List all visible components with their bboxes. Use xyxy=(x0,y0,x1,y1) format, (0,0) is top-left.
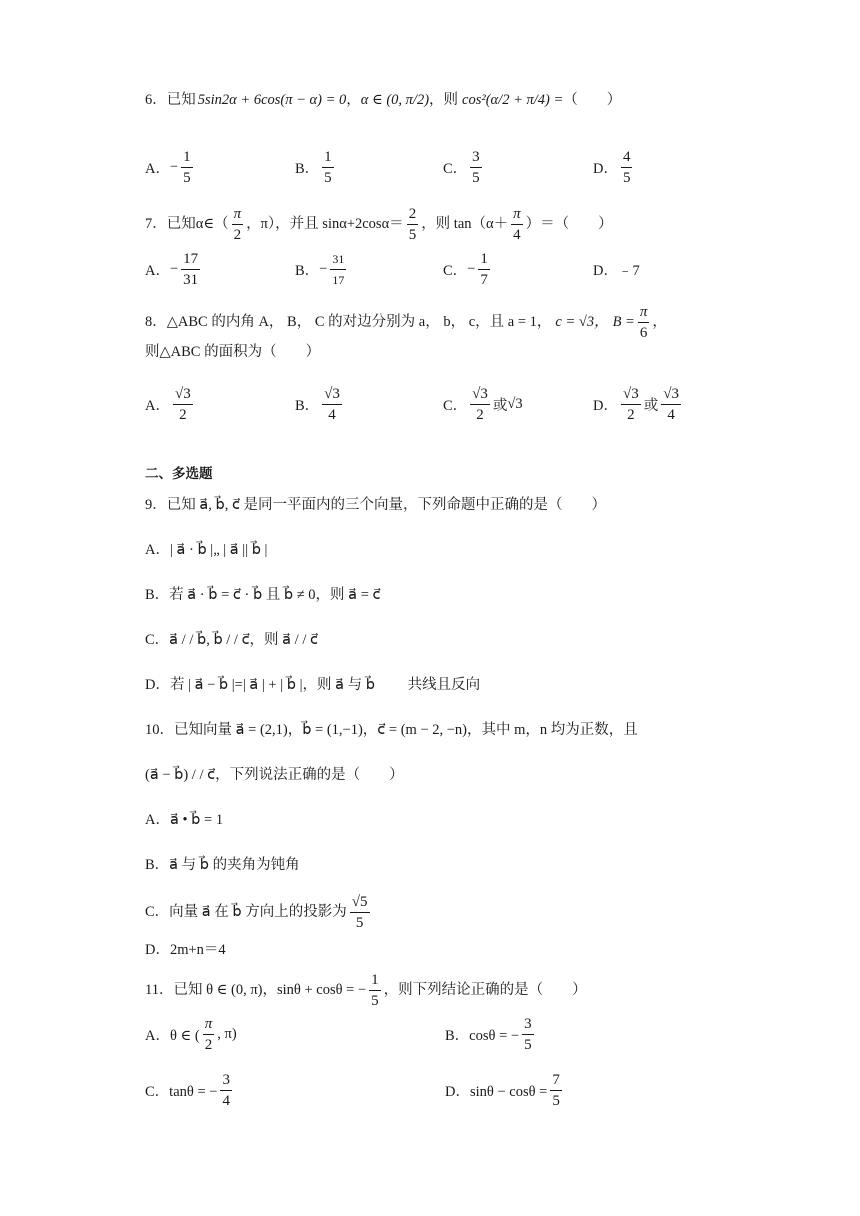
q6-comma2: ， xyxy=(429,92,444,108)
q8-comma: ， xyxy=(652,314,667,330)
q7-option-c[interactable] xyxy=(443,245,493,293)
option-label: A． xyxy=(145,160,170,177)
fraction-numerator: √3 xyxy=(661,385,681,405)
fraction-numerator: √3 xyxy=(322,385,342,405)
q6-expr1: 5sin2α + 6cos(π − α) = 0 xyxy=(197,92,347,108)
fraction-numerator: 1 xyxy=(478,250,490,270)
question-6 xyxy=(145,78,621,122)
fraction-numerator: 1 xyxy=(322,148,334,168)
q6-cond: α ∈ (0, π/2) xyxy=(360,92,430,108)
q8-fraction-pi-6 xyxy=(638,303,650,342)
q6-comma: ， xyxy=(346,92,361,108)
q6-option-a[interactable] xyxy=(145,143,196,191)
q11-fraction xyxy=(369,971,381,1010)
option-label: C． xyxy=(443,160,468,177)
q7-option-a[interactable] xyxy=(145,245,203,293)
section-heading-multiple-choice: 二、多选题 xyxy=(145,466,213,481)
q9-option-b[interactable]: B．若 a⃗ · b⃗ = c⃗ · b⃗ 且 b⃗ ≠ 0，则 a⃗ = c⃗ xyxy=(145,587,381,603)
fraction-denominator: 7 xyxy=(480,271,488,288)
option-text: C．tanθ = − xyxy=(145,1083,218,1100)
option-fraction xyxy=(621,385,641,424)
fraction-numerator: √3 xyxy=(173,385,193,405)
fraction-numerator: √3 xyxy=(470,385,490,405)
option-text-2: , π) xyxy=(217,1025,237,1042)
option-fraction-2 xyxy=(661,385,681,424)
q6-option-b[interactable] xyxy=(295,143,337,191)
fraction-numerator: π xyxy=(203,1015,215,1035)
fraction-numerator: π xyxy=(638,303,650,323)
fraction-numerator: π xyxy=(511,205,523,225)
option-fraction xyxy=(181,148,193,187)
fraction-denominator: 5 xyxy=(183,169,191,186)
fraction-numerator: 1 xyxy=(369,971,381,991)
fraction-denominator: 4 xyxy=(222,1092,230,1109)
q6-pre: 已知 xyxy=(166,92,196,108)
fraction-denominator: 4 xyxy=(328,406,336,423)
fraction-numerator: 17 xyxy=(181,250,200,270)
option-label: A． xyxy=(145,262,170,279)
option-fraction xyxy=(621,148,633,187)
option-text: ﹣7 xyxy=(617,262,640,279)
option-fraction xyxy=(173,385,193,424)
option-text: D．sinθ − cosθ = xyxy=(445,1083,548,1100)
q7-option-b[interactable] xyxy=(295,245,349,293)
option-fraction xyxy=(478,250,490,289)
q8-line1a: △ABC 的内角 A， B， C 的对边分别为 a， b， c，且 a = 1， xyxy=(166,314,552,330)
q10-option-a[interactable]: A．a⃗ • b⃗ = 1 xyxy=(145,812,224,828)
fraction-numerator: 4 xyxy=(621,148,633,168)
option-label: B． xyxy=(295,160,320,177)
q8-line1c: B = xyxy=(612,314,635,330)
option-label: D． xyxy=(593,397,618,414)
q6-then: 则 xyxy=(443,92,459,108)
fraction-denominator: 4 xyxy=(667,406,675,423)
q11-stem-b: ，则下列结论正确的是（ ） xyxy=(383,982,587,998)
option-label: A． xyxy=(145,397,170,414)
q10-option-b[interactable]: B．a⃗ 与 b⃗ 的夹角为钝角 xyxy=(145,857,300,873)
option-sign: − xyxy=(319,260,328,277)
question-8-line2: 则△ABC 的面积为（ ） xyxy=(145,344,321,360)
fraction-denominator: 4 xyxy=(513,226,521,243)
q11-option-a[interactable] xyxy=(145,1010,237,1058)
option-label: C． xyxy=(443,397,468,414)
option-text: A．θ ∈ ( xyxy=(145,1027,200,1044)
fraction-denominator: 2 xyxy=(179,406,187,423)
option-fraction xyxy=(203,1015,215,1054)
q6-number: 6． xyxy=(145,92,167,108)
q10-option-d[interactable]: D．2m+n＝4 xyxy=(145,942,226,958)
q6-options xyxy=(145,143,745,191)
option-fraction xyxy=(550,1071,562,1110)
fraction-denominator: 5 xyxy=(524,1036,532,1053)
q11-stem-a: 11．已知 θ ∈ (0, π)，sinθ + cosθ = − xyxy=(145,982,367,998)
option-text: B．cosθ = − xyxy=(445,1027,520,1044)
q8-option-a[interactable] xyxy=(145,380,196,428)
question-7 xyxy=(145,202,613,246)
q7-fraction-pi-2 xyxy=(232,205,244,244)
fraction-denominator: 17 xyxy=(332,272,345,287)
option-or: 或 xyxy=(643,397,659,414)
q9-option-a[interactable]: A．| a⃗ · b⃗ |„ | a⃗ || b⃗ | xyxy=(145,542,268,558)
q6-option-c[interactable] xyxy=(443,143,485,191)
q8-option-b[interactable] xyxy=(295,380,345,428)
fraction-numerator: π xyxy=(232,205,244,225)
fraction-numerator: √5 xyxy=(350,893,370,913)
fraction-denominator: 2 xyxy=(476,406,484,423)
q7-text3: ，则 tan（α＋ xyxy=(421,216,509,232)
option-fraction xyxy=(322,385,342,424)
q6-paren: （ ） xyxy=(563,92,622,108)
q8-line1b: c = √3， xyxy=(555,314,609,330)
option-extra: √3 xyxy=(507,395,523,412)
fraction-denominator: 2 xyxy=(204,1036,213,1053)
q7-option-d[interactable] xyxy=(593,245,640,293)
q7-fraction-2-5 xyxy=(407,205,419,244)
option-or: 或 xyxy=(492,397,508,414)
fraction-numerator: 3 xyxy=(220,1071,232,1091)
q7-text4: ）＝（ ） xyxy=(525,216,613,232)
q8-options xyxy=(145,380,745,428)
fraction-denominator: 5 xyxy=(408,226,417,243)
option-label: B． xyxy=(295,262,320,279)
option-fraction xyxy=(522,1015,534,1054)
fraction-denominator: 5 xyxy=(371,992,379,1009)
q6-expr2: cos²(α/2 + π/4) = xyxy=(462,92,564,108)
option-text: C．向量 a⃗ 在 b⃗ 方向上的投影为 xyxy=(145,904,347,920)
fraction-numerator: 31 xyxy=(330,250,346,270)
fraction-denominator: 5 xyxy=(552,1092,560,1109)
q7-number: 7． xyxy=(145,216,167,232)
option-sign: − xyxy=(467,260,476,277)
question-10-line1: 10．已知向量 a⃗ = (2,1)，b⃗ = (1,−1)，c⃗ = (m − 2, −n)，其中 m，n 均为正数，且 xyxy=(145,722,638,738)
fraction-denominator: 5 xyxy=(324,169,332,186)
option-fraction xyxy=(330,250,346,289)
option-fraction xyxy=(181,250,200,289)
option-label: B． xyxy=(295,397,320,414)
fraction-denominator: 5 xyxy=(472,169,480,186)
question-8-line1 xyxy=(145,300,667,344)
q9-option-d[interactable]: D．若 | a⃗ − b⃗ |=| a⃗ | + | b⃗ |，则 a⃗ 与 b⃗ 共线且反向 xyxy=(145,677,481,693)
option-fraction xyxy=(350,893,370,932)
fraction-denominator: 6 xyxy=(639,324,648,341)
q7-text2: ，π），并且 sinα+2cosα＝ xyxy=(246,216,404,232)
option-label: D． xyxy=(593,160,618,177)
option-sign: − xyxy=(169,260,179,277)
fraction-numerator: 3 xyxy=(470,148,482,168)
fraction-numerator: √3 xyxy=(621,385,641,405)
option-sign: − xyxy=(169,158,179,175)
fraction-denominator: 5 xyxy=(622,169,631,186)
question-10-line2: (a⃗ − b⃗) / / c⃗，下列说法正确的是（ ） xyxy=(145,767,404,783)
q7-fraction-pi-4 xyxy=(511,205,523,244)
question-11 xyxy=(145,968,587,1012)
q6-option-d[interactable] xyxy=(593,143,635,191)
q8-option-d[interactable] xyxy=(593,380,684,428)
fraction-numerator: 1 xyxy=(181,148,193,168)
option-label: C． xyxy=(443,262,468,279)
q10-option-c[interactable] xyxy=(145,890,373,934)
q8-number: 8． xyxy=(145,314,167,330)
fraction-numerator: 3 xyxy=(522,1015,534,1035)
fraction-denominator: 5 xyxy=(355,914,364,931)
fraction-numerator: 2 xyxy=(407,205,419,225)
q11-option-b[interactable] xyxy=(445,1010,537,1058)
question-9: 9．已知 a⃗, b⃗, c⃗ 是同一平面内的三个向量，下列命题中正确的是（ ） xyxy=(145,497,607,513)
q9-option-c[interactable]: C．a⃗ / / b⃗, b⃗ / / c⃗，则 a⃗ / / c⃗ xyxy=(145,632,318,648)
option-fraction xyxy=(220,1071,232,1110)
fraction-numerator: 7 xyxy=(550,1071,562,1091)
q7-text1: 已知α∈（ xyxy=(166,216,229,232)
fraction-denominator: 2 xyxy=(233,226,242,243)
q11-option-d[interactable] xyxy=(445,1066,565,1114)
q8-option-c[interactable] xyxy=(443,380,523,428)
q11-option-c[interactable] xyxy=(145,1066,235,1114)
option-fraction xyxy=(322,148,334,187)
option-fraction xyxy=(470,148,482,187)
fraction-denominator: 31 xyxy=(183,271,199,288)
option-label: D． xyxy=(593,262,618,279)
q7-options xyxy=(145,245,745,293)
option-fraction xyxy=(470,385,490,424)
fraction-denominator: 2 xyxy=(627,406,635,423)
